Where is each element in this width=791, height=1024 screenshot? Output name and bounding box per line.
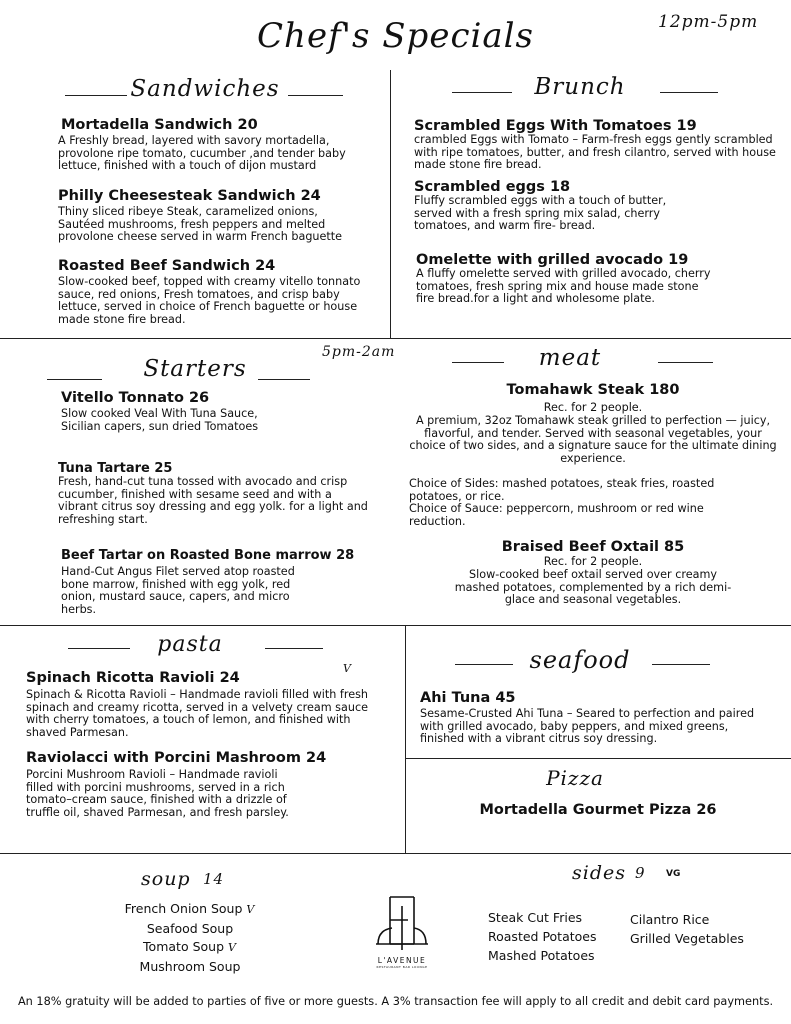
menu-item-desc: Slow cooked Veal With Tuna Sauce, Sicilian capers, sun dried Tomatoes — [61, 407, 259, 433]
menu-item-rec: Rec. for 2 people. — [543, 555, 643, 568]
menu-item-desc: Porcini Mushroom Ravioli – Handmade ravioli filled with porcini mushrooms, served in a rich tomato–cream sauce, finished with a drizzle of truffle oil, shaved Parmesan, and fresh parsley. — [26, 768, 289, 819]
menu-item-desc: crambled Eggs with Tomato – Farm-fresh eggs gently scrambled with ripe tomatoes, butter, and fresh cilantro, served with house made stone fire bread. — [414, 133, 776, 172]
menu-item-desc: Sesame-Crusted Ahi Tuna – Seared to perfection and paired with grilled avocado, baby peppers, and mixed greens, finished with a vibrant citrus soy dressing. — [420, 707, 755, 746]
menu-item-desc: A fluffy omelette served with grilled avocado, cherry tomatoes, fresh spring mix and house made stone fire bread.for a light and wholesome plate. — [416, 267, 711, 306]
heading-rule — [452, 92, 512, 93]
menu-item-name: Spinach Ricotta Ravioli 24 — [26, 670, 240, 686]
menu-item-desc: Thiny sliced ribeye Steak, caramelized onions, Sautéed mushrooms, fresh peppers and melted provolone cheese served in warm French baguette — [58, 205, 343, 244]
list-item: Cilantro Rice — [630, 912, 710, 927]
heading-rule — [660, 92, 718, 93]
soup-price: 14 — [203, 870, 225, 888]
divider-horizontal-1 — [0, 338, 791, 339]
menu-item-name: Raviolacci with Porcini Mashroom 24 — [26, 750, 327, 766]
menu-item-name: Beef Tartar on Roasted Bone marrow 28 — [61, 548, 355, 563]
heading-rule — [658, 362, 713, 363]
menu-item-name: Vitello Tonnato 26 — [61, 390, 210, 406]
dinner-hours: 5pm-2am — [322, 344, 396, 360]
heading-rule — [265, 648, 323, 649]
menu-item-desc: Hand-Cut Angus Filet served atop roasted bone marrow, finished with egg yolk, red onion, mustard sauce, capers, and micro herbs. — [61, 565, 295, 616]
soup-list — [110, 900, 270, 976]
menu-item-name: Scrambled Eggs With Tomatoes 19 — [414, 118, 697, 134]
heading-rule — [258, 379, 310, 380]
menu-item-desc: A Freshly bread, layered with savory mortadella, provolone ripe tomato, cucumber ,and tender baby lettuce, finished with a touch of dijon mustard — [58, 134, 346, 173]
soup-heading: soup — [141, 868, 191, 890]
menu-item-option: Choice of Sauce: peppercorn, mushroom or red wine reduction. — [409, 502, 704, 528]
menu-item-desc: Slow-cooked beef oxtail served over creamy mashed potatoes, complemented by a rich demi-glace and seasonal vegetables. — [454, 568, 732, 607]
menu-item-rec: Rec. for 2 people. — [543, 401, 643, 414]
heading-rule — [452, 362, 504, 363]
sandwiches-heading: Sandwiches — [130, 76, 280, 102]
logo-icon — [362, 892, 442, 954]
menu-item-name: Roasted Beef Sandwich 24 — [58, 258, 276, 274]
heading-rule — [47, 379, 102, 380]
sides-list-2 — [630, 910, 744, 948]
footer-note: An 18% gratuity will be added to parties of five or more guests. A 3% transaction fee will apply to all credit and debit card payments. — [17, 995, 774, 1008]
lunch-hours: 12pm-5pm — [658, 12, 759, 32]
divider-vertical-top — [390, 70, 391, 338]
divider-horizontal-2 — [0, 625, 791, 626]
menu-item-option: Choice of Sides: mashed potatoes, steak fries, roasted potatoes, or rice. — [409, 477, 715, 503]
brunch-heading: Brunch — [534, 74, 626, 100]
menu-item-name: Omelette with grilled avocado 19 — [416, 252, 689, 268]
menu-item-name: Mortadella Gourmet Pizza 26 — [479, 802, 717, 818]
heading-rule — [65, 95, 127, 96]
heading-rule — [652, 664, 710, 665]
menu-item-name: Tomahawk Steak 180 — [506, 382, 680, 398]
sides-heading: sides — [572, 862, 626, 884]
menu-item-name: Braised Beef Oxtail 85 — [501, 539, 685, 555]
meat-heading: meat — [538, 345, 602, 371]
logo — [362, 892, 442, 969]
vegetarian-mark: V — [228, 941, 237, 954]
logo-name: L'AVENUE — [377, 956, 427, 965]
heading-rule — [68, 648, 130, 649]
menu-item-name: Philly Cheesesteak Sandwich 24 — [58, 188, 321, 204]
list-item: Mushroom Soup — [139, 958, 241, 974]
sides-price: 9 — [635, 864, 646, 882]
seafood-heading: seafood — [529, 646, 631, 674]
menu-item-desc: Spinach & Ricotta Ravioli – Handmade ravioli filled with fresh spinach and creamy ricotta, served in a velvety cream sauce with cherry tomatoes, a touch of lemon, and finished with shaved Parmesan. — [26, 688, 369, 739]
pasta-heading: pasta — [157, 632, 223, 657]
menu-item-desc: Fluffy scrambled eggs with a touch of butter, served with a fresh spring mix salad, cherry tomatoes, and warm fire- bread. — [414, 194, 667, 233]
list-item: Tomato Soup V — [143, 939, 237, 954]
menu-item-desc: Fresh, hand-cut tuna tossed with avocado and crisp cucumber, finished with sesame seed and with a vibrant citrus soy dressing and egg yolk. for a light and refreshing start. — [58, 475, 368, 526]
heading-rule — [288, 95, 343, 96]
list-item: Mashed Potatoes — [488, 948, 595, 963]
menu-item-name: Scrambled eggs 18 — [414, 179, 571, 195]
vegetarian-mark: V — [343, 662, 352, 675]
menu-item-desc: A premium, 32oz Tomahawk steak grilled to perfection — juicy, flavorful, and tender. Served with seasonal vegetables, your choice of two sides, and a signature sauce for the ultimate dining experience. — [409, 414, 777, 465]
list-item: French Onion Soup V — [124, 901, 256, 916]
page-title: Chef's Specials — [257, 16, 534, 56]
sides-list-1 — [488, 908, 597, 965]
vegetarian-mark: V — [246, 903, 256, 916]
starters-heading: Starters — [143, 356, 247, 382]
list-item: Grilled Vegetables — [630, 931, 744, 946]
heading-rule — [455, 664, 513, 665]
menu-item-name: Tuna Tartare 25 — [58, 461, 173, 476]
pizza-heading: Pizza — [546, 766, 604, 790]
divider-seafood-pizza — [405, 758, 791, 759]
menu-item-name: Mortadella Sandwich 20 — [61, 117, 258, 133]
logo-tagline: RESTAURANT BAR LOUNGE — [376, 965, 428, 969]
menu-item-name: Ahi Tuna 45 — [420, 690, 516, 706]
divider-horizontal-3 — [0, 853, 791, 854]
list-item: Steak Cut Fries — [488, 910, 583, 925]
list-item: Seafood Soup — [146, 920, 234, 936]
menu-item-desc: Slow-cooked beef, topped with creamy vitello tonnato sauce, red onions, Fresh tomatoes, and crisp baby lettuce, served in choice of French baguette or house made stone fire bread. — [58, 275, 361, 326]
vegan-mark: VG — [666, 869, 681, 879]
list-item: Roasted Potatoes — [488, 929, 597, 944]
